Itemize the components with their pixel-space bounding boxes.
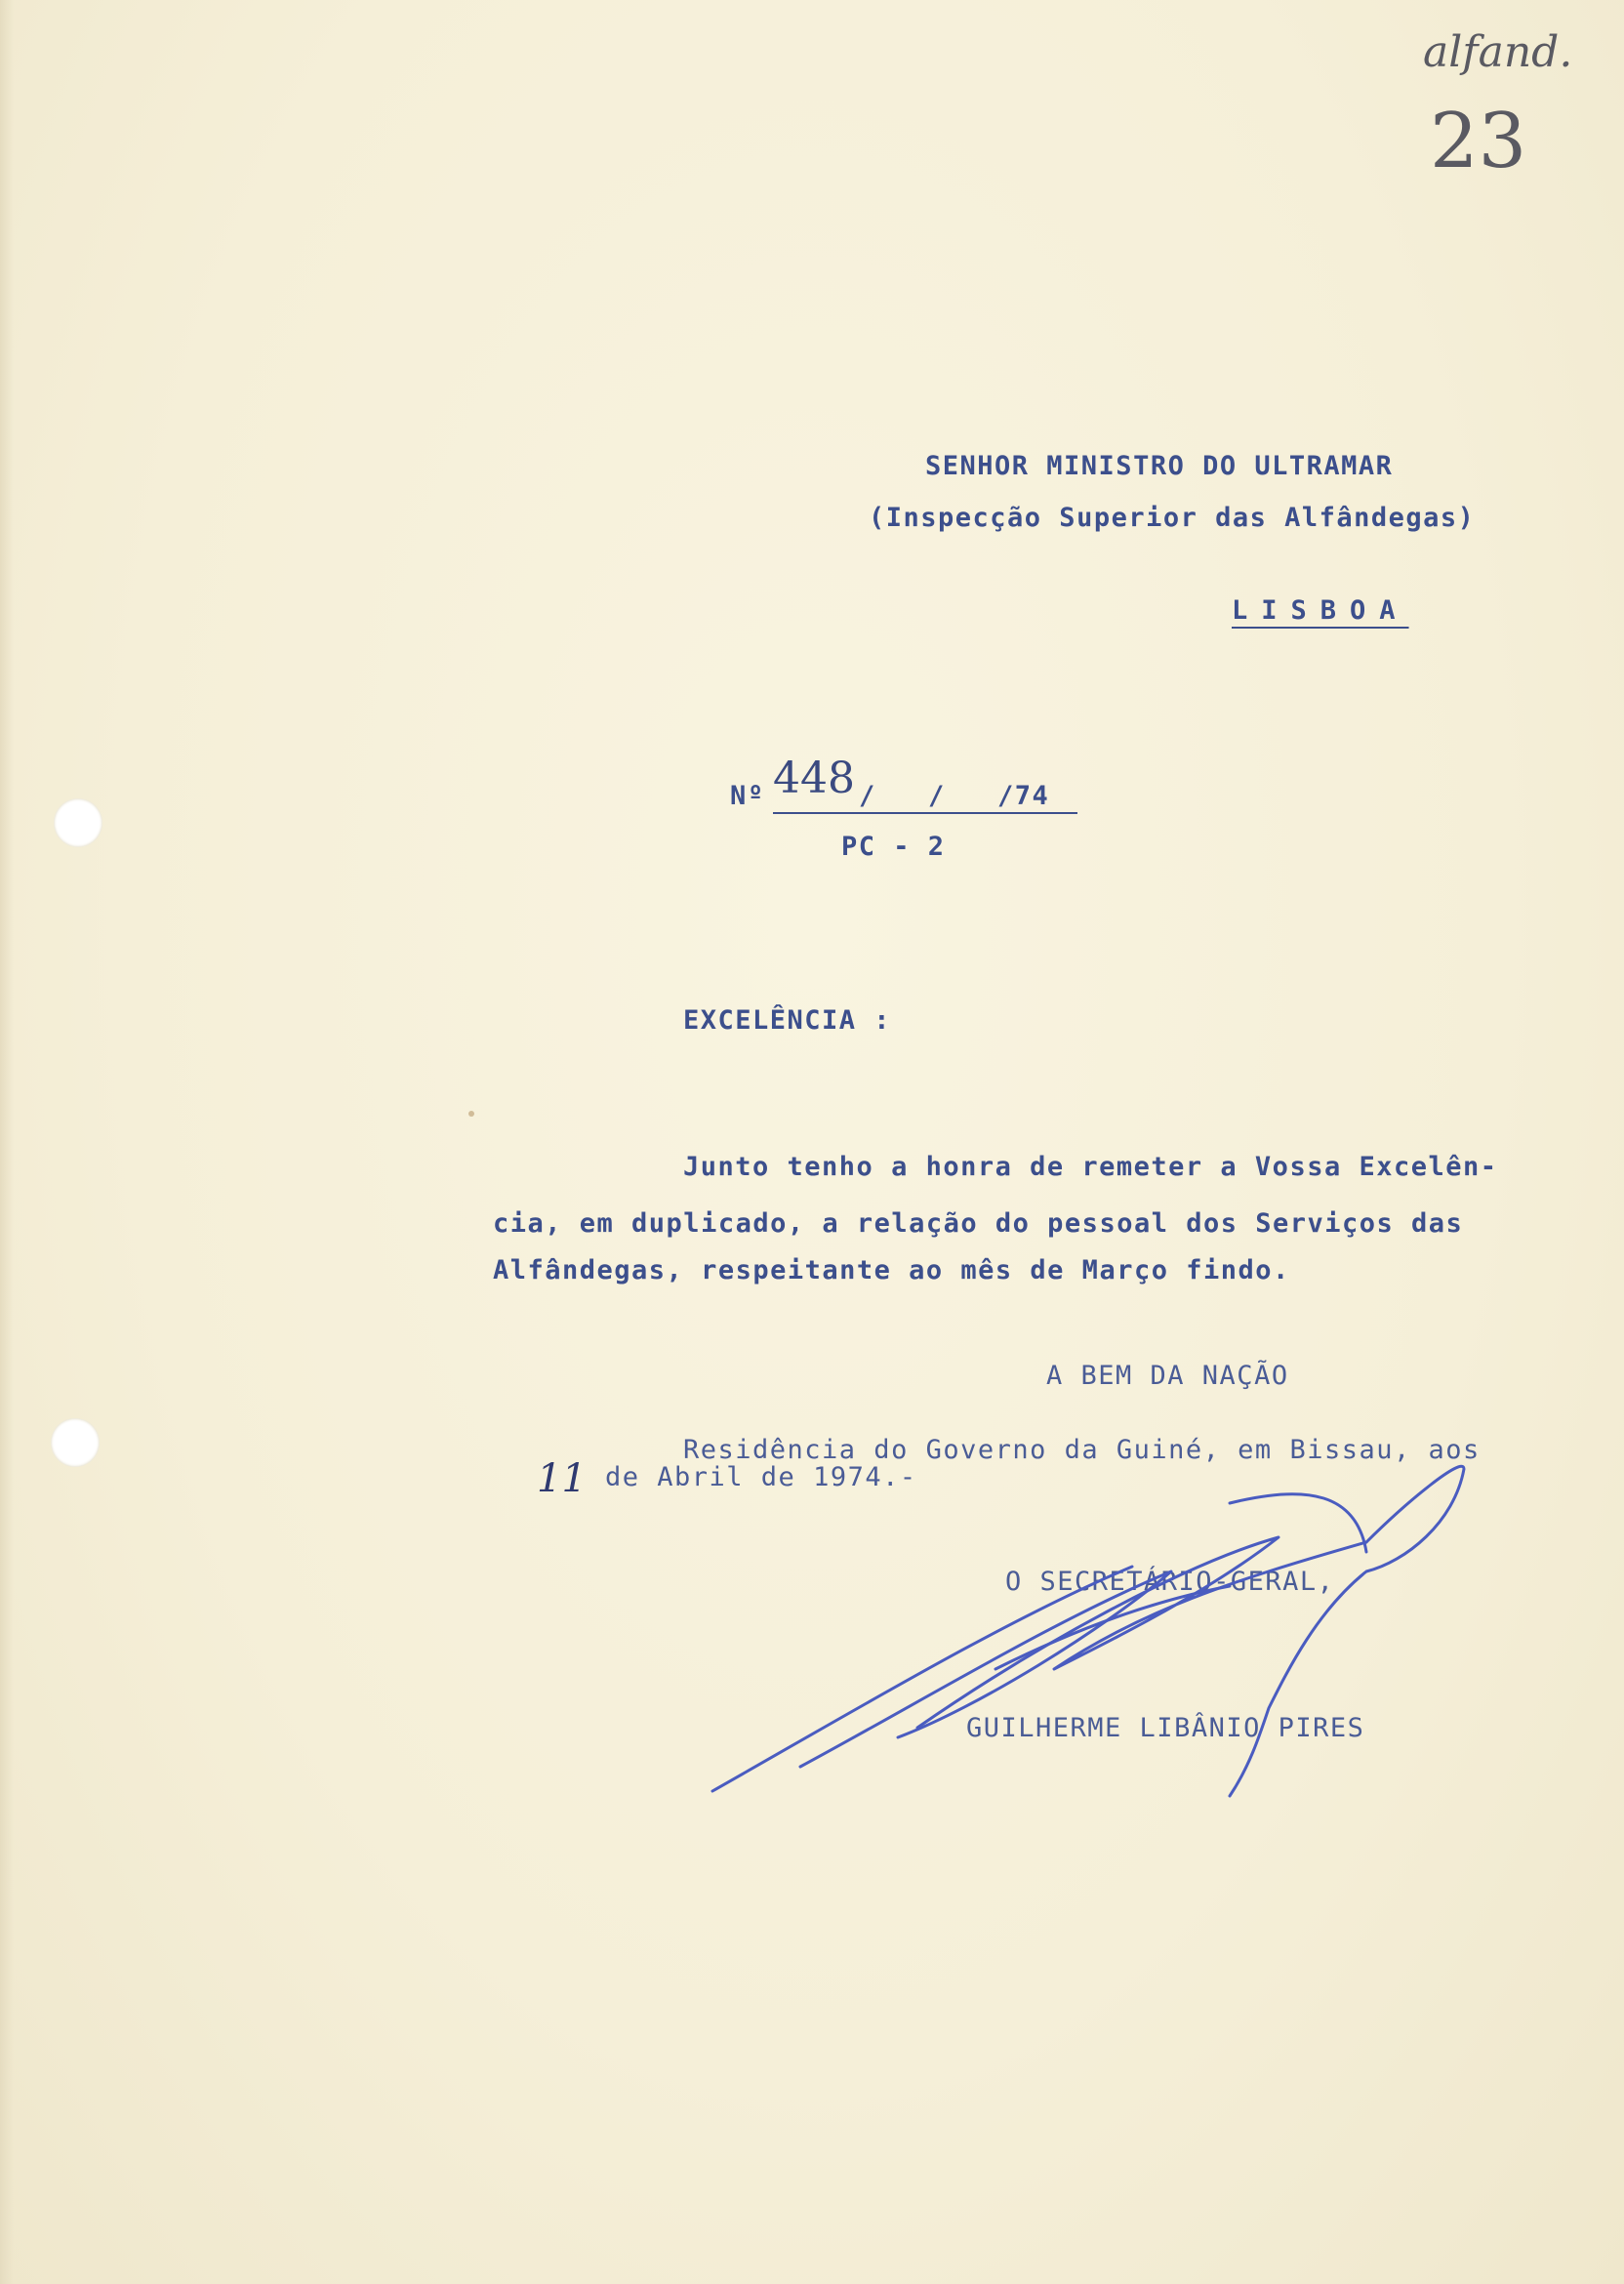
handwritten-signature (683, 1445, 1483, 1815)
addressee-city: LISBOA (1232, 595, 1409, 626)
punch-hole-bottom (51, 1418, 100, 1467)
signatory-title: O SECRETÁRIO-GERAL, (1005, 1567, 1335, 1597)
signature-stroke-3 (917, 1537, 1366, 1728)
punch-hole-top (54, 798, 102, 847)
paper-edge (0, 0, 14, 2284)
signature-stroke-4 (1230, 1466, 1464, 1796)
addressee-line-1: SENHOR MINISTRO DO ULTRAMAR (925, 451, 1394, 481)
signature-stroke-2 (800, 1571, 1171, 1767)
signatory-name: GUILHERME LIBÂNIO PIRES (966, 1713, 1365, 1743)
signature-stroke-1 (712, 1567, 1132, 1791)
archive-label: alfand. (1423, 27, 1573, 77)
reference-code: PC - 2 (841, 832, 946, 862)
addressee-line-2: (Inspecção Superior das Alfândegas) (869, 503, 1476, 533)
closing-formula: A BEM DA NAÇÃO (1046, 1361, 1289, 1391)
body-line-2: cia, em duplicado, a relação do pessoal dos Serviços das (493, 1208, 1464, 1239)
folio-number: 23 (1430, 98, 1527, 185)
signature-stroke-5 (1230, 1494, 1366, 1552)
body-line-1: Junto tenho a honra de remeter a Vossa Excelên- (683, 1152, 1498, 1182)
salutation: EXCELÊNCIA : (683, 1005, 892, 1036)
reference-underline (773, 812, 1077, 814)
place-date-line-2: de Abril de 1974.- (605, 1462, 917, 1492)
date-handwritten-day: 11 (537, 1456, 587, 1501)
paper-speck (468, 1111, 474, 1117)
reference-suffix: / / /74 (859, 781, 1050, 811)
reference-handwritten-number: 448 (773, 754, 855, 803)
reference-prefix: Nº (730, 781, 765, 811)
body-line-3: Alfândegas, respeitante ao mês de Março findo. (493, 1255, 1290, 1285)
place-date-line-1: Residência do Governo da Guiné, em Bissau, aos (683, 1435, 1481, 1465)
